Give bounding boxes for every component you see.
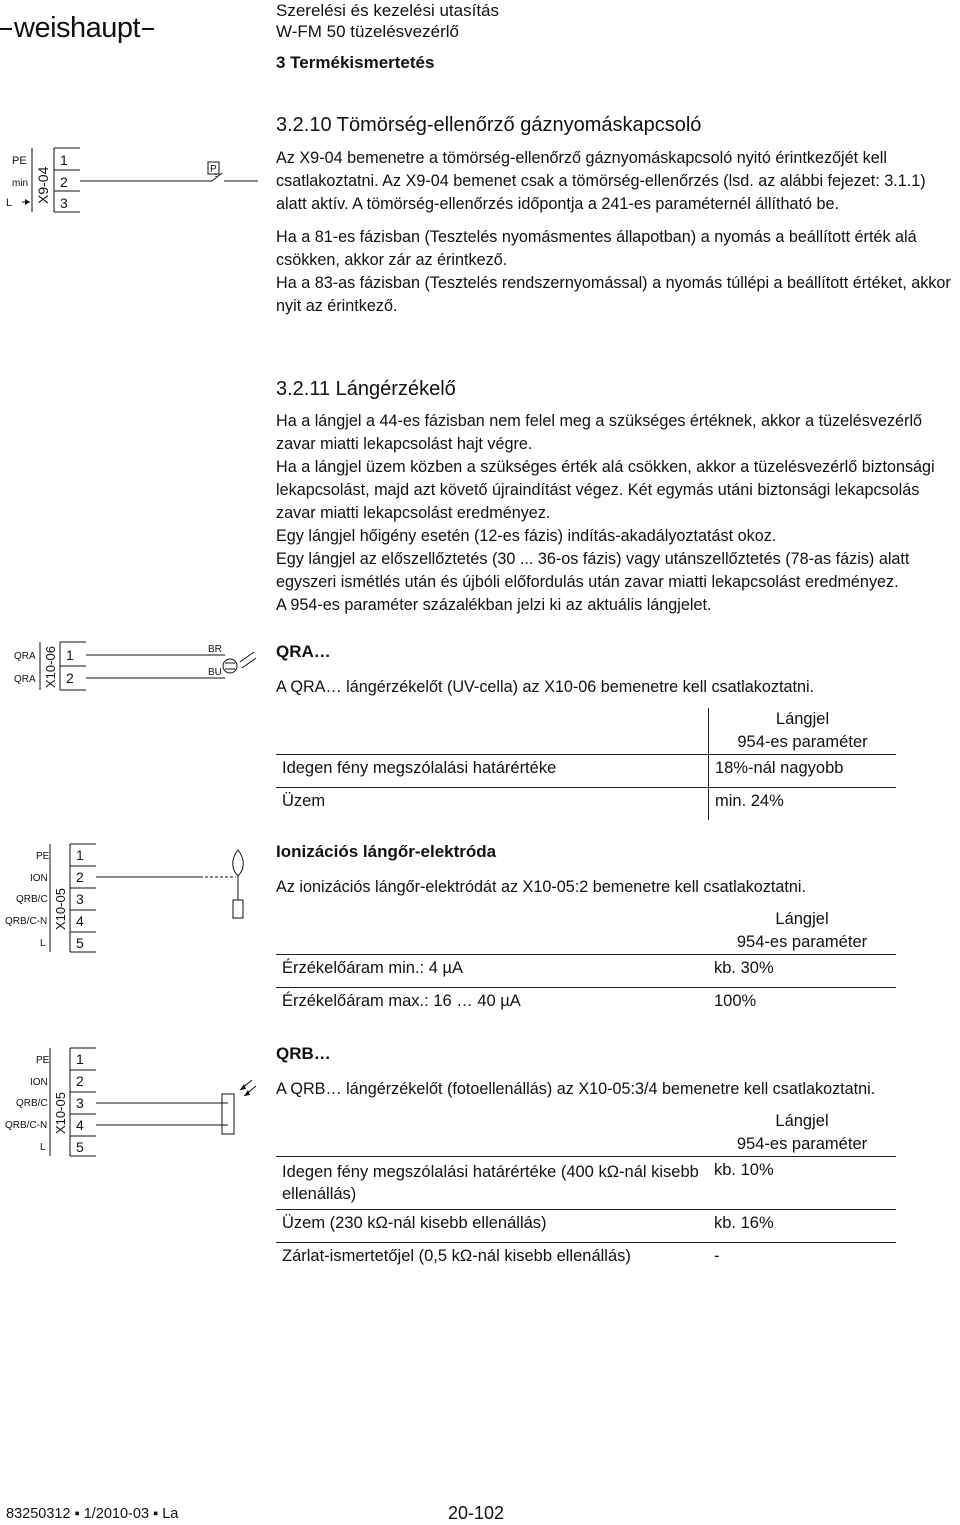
terminal-label: L xyxy=(6,197,13,209)
row-label: Zárlat-ismertetőjel (0,5 kΩ-nál kisebb ellenállás) xyxy=(276,1243,708,1276)
col-head: 954-es paraméter xyxy=(737,733,868,751)
row-value: 100% xyxy=(708,988,896,1021)
qra-heading: QRA… xyxy=(276,642,331,661)
section-heading-3-2-10: 3.2.10 Tömörség-ellenőrző gáznyomáskapcsoló xyxy=(276,114,702,136)
chapter-title: 3 Termékismertetés xyxy=(276,53,435,72)
row-value: - xyxy=(708,1243,896,1276)
terminal-label: PE xyxy=(12,155,27,167)
pin-number: 1 xyxy=(76,847,84,863)
connector-label: X10-05 xyxy=(53,1092,68,1134)
qra-table xyxy=(276,708,896,820)
connector-label: X10-06 xyxy=(43,646,58,688)
pin-number: 1 xyxy=(60,152,68,168)
paragraph: Az X9-04 bemenetre a tömörség-ellenőrző gáznyomáskapcsoló nyitó érintkezőjét kell csatlakoztatni. Az X9-04 bemenet csak a tömörség-ellenőrzés (lsd. az alábbi fejezet: 3.1.1) alatt aktív. A tömörség-ellenőrzés időpontja a 241-es paraméternél állítható be. xyxy=(276,149,926,213)
terminal-label: min xyxy=(12,178,29,189)
pressure-switch-icon: P xyxy=(210,164,217,175)
paragraph: Egy lángjel hőigény esetén (12-es fázis) indítás-akadályoztatást okoz. xyxy=(276,527,777,545)
pin-number: 2 xyxy=(76,1073,84,1089)
row-value: kb. 30% xyxy=(708,955,896,988)
terminal-label: ION xyxy=(30,873,48,884)
wiring-diagram-x10-05-qrb xyxy=(0,1044,262,1164)
wiring-diagram-x9-04 xyxy=(0,140,262,220)
row-label: Üzem xyxy=(276,788,709,821)
connector-label: X10-05 xyxy=(53,888,68,930)
document-number: 83250312 ▪ 1/2010-03 ▪ La xyxy=(6,1506,179,1522)
paragraph: Ha a lángjel üzem közben a szükséges érték alá csökken, akkor a tüzelésvezérlő biztonsági lekapcsolást, majd azt követő újraindítást végez. Két egymás utáni biztonsági lekapcsolás zavar miatti lekapcsolást eredményez. xyxy=(276,458,935,522)
row-label: Érzékelőáram min.: 4 µA xyxy=(276,955,708,988)
table-row xyxy=(276,788,896,821)
pin-number: 5 xyxy=(76,1139,84,1155)
terminal-label: QRB/C-N xyxy=(5,1120,48,1131)
terminal-label: QRB/C xyxy=(16,1098,48,1109)
pin-number: 2 xyxy=(76,869,84,885)
wiring-diagram-x10-06 xyxy=(0,638,262,694)
pin-number: 4 xyxy=(76,913,84,929)
row-value: kb. 10% xyxy=(708,1157,896,1210)
table-row xyxy=(276,988,896,1021)
photoresistor-icon xyxy=(222,1080,256,1134)
ion-table xyxy=(276,908,896,1020)
uv-cell-icon xyxy=(223,652,256,673)
col-head: 954-es paraméter xyxy=(736,1135,868,1153)
section-3-2-11-body xyxy=(276,410,956,617)
terminal-label: QRA xyxy=(14,674,36,685)
wiring-diagram-x10-05-ion xyxy=(0,840,262,960)
ion-text: Az ionizációs lángőr-elektródát az X10-05:2 bemenetre kell csatlakoztatni. xyxy=(276,878,806,896)
table-row xyxy=(276,1210,896,1243)
col-head: Lángjel xyxy=(775,710,830,728)
section-heading-3-2-11: 3.2.11 Lángérzékelő xyxy=(276,378,456,400)
flame-electrode-icon xyxy=(233,850,244,918)
terminal-label: PE xyxy=(36,1055,50,1066)
pin-number: 1 xyxy=(66,647,74,663)
terminal-label: L xyxy=(40,938,46,949)
row-value: min. 24% xyxy=(709,788,897,821)
terminal-label: PE xyxy=(36,851,50,862)
qrb-text: A QRB… lángérzékelőt (fotoellenállás) az X10-05:3/4 bemenetre kell csatlakoztatni. xyxy=(276,1080,876,1098)
paragraph: Ha a 83-as fázisban (Tesztelés rendszernyomással) a nyomás túllépi a beállított értéket, akkor nyit az érintkező. xyxy=(276,274,951,315)
terminal-label: L xyxy=(40,1142,46,1153)
pin-number: 2 xyxy=(60,174,68,190)
terminal-label: QRB/C-N xyxy=(5,916,48,927)
pin-number: 5 xyxy=(76,935,84,951)
table-row xyxy=(276,955,896,988)
row-label: Érzékelőáram max.: 16 … 40 µA xyxy=(276,988,708,1021)
pin-number: 2 xyxy=(66,670,74,686)
page-number: 20-102 xyxy=(448,1503,505,1523)
col-head: 954-es paraméter xyxy=(736,933,868,951)
terminal-label: QRA xyxy=(14,651,36,662)
pin-number: 3 xyxy=(76,1095,84,1111)
table-row xyxy=(276,1157,896,1210)
col-head: Lángjel xyxy=(775,1112,829,1130)
terminal-label: QRB/C xyxy=(16,894,48,905)
paragraph: A 954-es paraméter százalékban jelzi ki az aktuális lángjelet. xyxy=(276,596,712,614)
wire-label: BR xyxy=(208,644,222,655)
pin-number: 4 xyxy=(76,1117,84,1133)
qra-text: A QRA… lángérzékelőt (UV-cella) az X10-06 bemenetre kell csatlakoztatni. xyxy=(276,678,815,696)
table-row xyxy=(276,1243,896,1276)
qrb-heading: QRB… xyxy=(276,1044,331,1063)
row-label: Idegen fény megszólalási határértéke (400 kΩ-nál kisebb ellenállás) xyxy=(276,1157,708,1210)
qrb-table xyxy=(276,1110,896,1275)
brand-logo: weishaupt xyxy=(0,12,154,45)
pin-number: 3 xyxy=(76,891,84,907)
terminal-label: ION xyxy=(30,1077,48,1088)
row-value: 18%-nál nagyobb xyxy=(709,755,897,788)
doc-title: Szerelési és kezelési utasítás xyxy=(276,1,499,20)
table-row xyxy=(276,755,896,788)
pin-number: 3 xyxy=(60,195,68,211)
connector-label: X9-04 xyxy=(35,166,51,204)
row-label: Idegen fény megszólalási határértéke xyxy=(276,755,709,788)
section-3-2-10-body xyxy=(276,147,958,318)
row-value: kb. 16% xyxy=(708,1210,896,1243)
pin-number: 1 xyxy=(76,1051,84,1067)
paragraph: Ha a lángjel a 44-es fázisban nem felel meg a szükséges értéknek, akkor a tüzelésvezérlő zavar miatti lekapcsolást hajt végre. xyxy=(276,412,923,453)
ion-heading: Ionizációs lángőr-elektróda xyxy=(276,842,497,861)
paragraph: Ha a 81-es fázisban (Tesztelés nyomásmentes állapotban) a nyomás a beállított érték alá csökken, akkor zár az érintkező. xyxy=(276,228,917,269)
doc-subtitle: W-FM 50 tüzelésvezérlő xyxy=(276,22,459,41)
row-label: Üzem (230 kΩ-nál kisebb ellenállás) xyxy=(276,1210,708,1243)
wire-label: BU xyxy=(208,667,222,678)
paragraph: Egy lángjel az előszellőztetés (30 ... 36-os fázis) vagy utánszellőztetés (78-as fázis) alatt egyszeri ismétlés után és újbóli előfordulás után zavar miatti lekapcsolást eredményez. xyxy=(276,550,910,591)
col-head: Lángjel xyxy=(775,910,829,928)
